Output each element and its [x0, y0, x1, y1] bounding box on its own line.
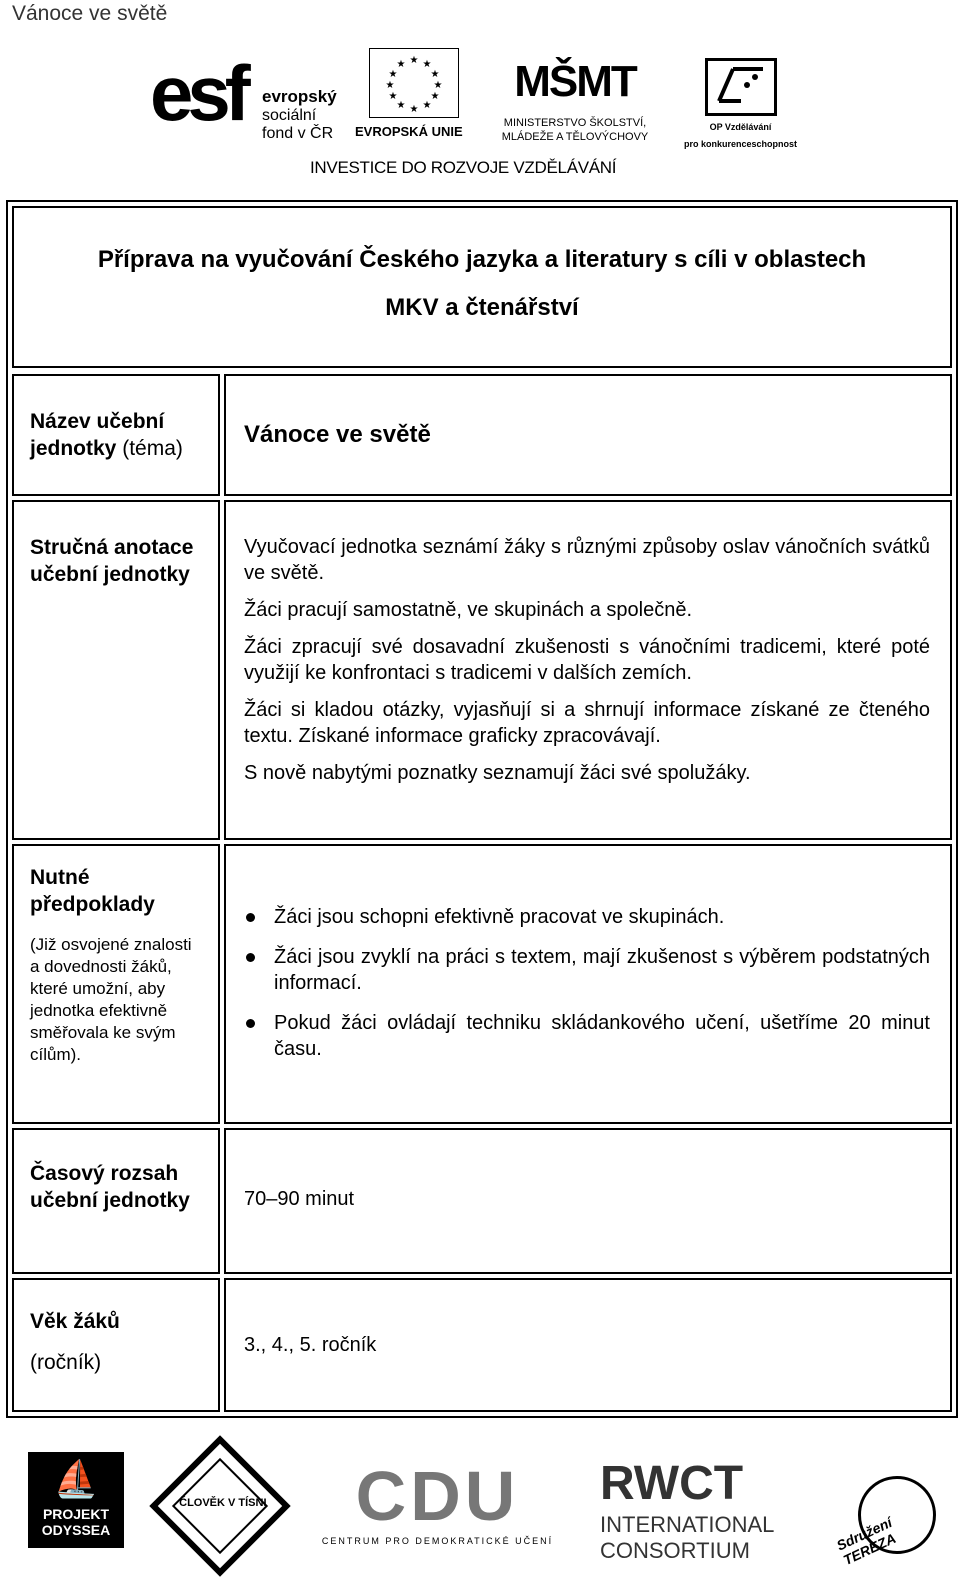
- label-nazev-bold: Název učební jednotky: [30, 410, 165, 460]
- value-casovy-rozsah: [224, 1128, 952, 1274]
- opvk-line-2: pro konkurenceschopnost: [683, 139, 798, 149]
- esf-line-1: evropský: [262, 87, 337, 106]
- svg-text:★: ★: [430, 69, 440, 80]
- anotace-paragraph: Vyučovací jednotka seznámí žáky s různými způsoby oslav vánočních svátků ve světě.: [244, 536, 930, 584]
- list-item-text: Žáci jsou zvyklí na práci s textem, mají zkušenost s výběrem podstatných informací.: [274, 946, 930, 994]
- opvk-logo-icon: [705, 58, 777, 116]
- opvk-line-1: OP Vzdělávání: [709, 122, 772, 132]
- value-vek: [224, 1278, 952, 1412]
- label-vek-bold: Věk žáků: [30, 1310, 120, 1333]
- msmt-line-2: MLÁDEŽE A TĚLOVÝCHOVY: [501, 131, 649, 143]
- bullet-icon: [246, 1019, 255, 1028]
- running-title: Vánoce ve světě: [12, 2, 168, 25]
- lesson-plan-heading: [12, 206, 952, 368]
- rwct-logo-mark: RWCT: [600, 1457, 744, 1510]
- label-nazev-normal: (téma): [122, 437, 183, 460]
- list-item: [244, 944, 930, 996]
- bottom-logo-strip: [0, 1432, 960, 1569]
- predpoklady-list: [244, 904, 930, 1062]
- odyssea-label: PROJEKT ODYSSEA: [41, 1506, 111, 1538]
- msmt-logo-mark: MŠMT: [514, 57, 636, 106]
- svg-text:★: ★: [422, 100, 432, 111]
- ship-icon: ⛵: [53, 1458, 99, 1499]
- cdu-label: CENTRUM PRO DEMOKRATICKÉ UČENÍ: [321, 1536, 554, 1546]
- svg-text:★: ★: [433, 80, 443, 91]
- esf-logo-text: [262, 88, 337, 143]
- esf-logo: [150, 48, 340, 148]
- svg-text:★: ★: [409, 55, 419, 66]
- msmt-line-1: MINISTERSTVO ŠKOLSTVÍ,: [503, 117, 647, 129]
- svg-text:★: ★: [385, 80, 395, 91]
- eu-flag-icon: [369, 48, 459, 118]
- value-nazev: [224, 374, 952, 496]
- esf-logo-mark: esf: [150, 49, 245, 137]
- svg-text:★: ★: [396, 100, 406, 111]
- value-predpoklady: [224, 844, 952, 1124]
- svg-text:★: ★: [388, 69, 398, 80]
- eu-label: EVROPSKÁ UNIE: [355, 124, 463, 139]
- anotace-paragraph: Žáci zpracují své dosavadní zkušenosti s vánočními tradicemi, které poté využijí ke konfrontaci s tradicemi v dalších zemích.: [244, 636, 930, 684]
- list-item-text: Pokud žáci ovládají techniku skládankového učení, ušetříme 20 minut času.: [274, 1012, 930, 1060]
- svg-text:★: ★: [422, 59, 432, 70]
- heading-line-2: MKV a čtenářství: [385, 294, 579, 321]
- top-logo-strip: [150, 48, 810, 188]
- tereza-label: Sdružení TEREZA: [834, 1514, 899, 1569]
- clovek-label: ČLOVĚK V TÍSNI: [179, 1497, 267, 1510]
- svg-text:★: ★: [430, 91, 440, 102]
- label-anotace: Stručná anotace učební jednotky: [12, 500, 220, 840]
- svg-text:★: ★: [396, 59, 406, 70]
- odyssea-logo: [28, 1452, 124, 1548]
- anotace-paragraph: Žáci pracují samostatně, ve skupinách a společně.: [244, 599, 693, 621]
- msmt-logo: [480, 48, 670, 148]
- bullet-icon: [246, 953, 255, 962]
- label-nazev: [12, 374, 220, 496]
- opvk-logo: [678, 58, 803, 148]
- cdu-logo-mark: CDU: [355, 1457, 520, 1535]
- rwct-line-2: CONSORTIUM: [600, 1538, 750, 1563]
- eu-logo: [355, 48, 473, 148]
- heading-line-1: Příprava na vyučování Českého jazyka a literatury s cíli v oblastech: [97, 246, 867, 273]
- list-item-text: Žáci jsou schopni efektivně pracovat ve skupinách.: [274, 906, 725, 928]
- cdu-logo: [315, 1456, 560, 1556]
- label-casovy-rozsah: Časový rozsah učební jednotky: [12, 1128, 220, 1274]
- label-predpoklady-title: Nutné předpoklady: [30, 866, 155, 916]
- rwct-line-1: INTERNATIONAL: [600, 1512, 775, 1537]
- tereza-logo: [818, 1446, 938, 1569]
- svg-text:★: ★: [409, 104, 419, 113]
- esf-line-3: fond v ČR: [262, 125, 334, 142]
- list-item: [244, 1010, 930, 1062]
- anotace-paragraph: S nově nabytými poznatky seznamují žáci své spolužáky.: [244, 762, 751, 784]
- label-vek-normal: (ročník): [30, 1351, 102, 1374]
- grade-level: 3., 4., 5. ročník: [244, 1334, 377, 1356]
- anotace-paragraph: Žáci si kladou otázky, vyjasňují si a shrnují informace získané ze čteného textu. Získané informace graficky zpracovávají.: [244, 699, 930, 747]
- lesson-plan-table: [6, 200, 958, 1418]
- rwct-logo: [600, 1456, 785, 1563]
- lesson-topic: Vánoce ve světě: [244, 421, 431, 448]
- esf-line-2: sociální: [262, 107, 317, 124]
- bullet-icon: [246, 913, 255, 922]
- label-predpoklady: [12, 844, 220, 1124]
- value-anotace: [224, 500, 952, 840]
- clovek-v-tisni-logo: [149, 1435, 290, 1576]
- list-item: [244, 904, 930, 930]
- label-predpoklady-note: (Již osvojené znalosti a dovednosti žáků, které umožní, aby jednotka efektivně směřovala ke svým cílům).: [30, 935, 192, 1064]
- time-range: 70–90 minut: [244, 1188, 355, 1210]
- investice-slogan: INVESTICE DO ROZVOJE VZDĚLÁVÁNÍ: [310, 158, 617, 177]
- svg-text:★: ★: [388, 91, 398, 102]
- label-vek: [12, 1278, 220, 1412]
